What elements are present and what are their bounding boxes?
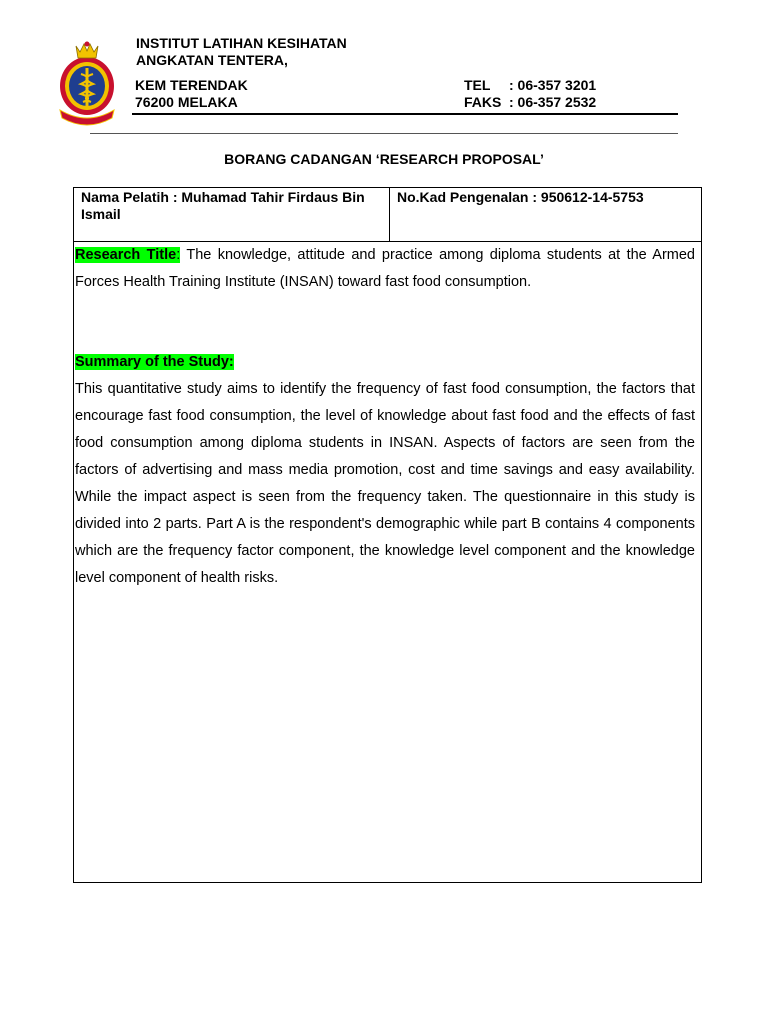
fax-label: FAKS <box>464 94 502 110</box>
trainee-name-cell <box>74 188 390 241</box>
trainee-info-row <box>74 188 701 242</box>
institute-crest-logo <box>52 36 122 126</box>
proposal-form <box>73 187 702 883</box>
research-title-label: Research Title <box>75 247 177 263</box>
proposal-body <box>74 242 701 592</box>
research-title-text: The knowledge, attitude and practice among diploma students at the Armed Forces Health Training Institute (INSAN) toward fast food consumption. <box>75 247 695 290</box>
summary-heading-line <box>75 349 695 376</box>
summary-heading: Summary of the Study: <box>75 354 234 370</box>
research-title-colon: : <box>176 247 181 263</box>
contact-info <box>464 77 596 111</box>
institute-address <box>135 77 248 111</box>
fax-row <box>464 94 596 111</box>
form-title: BORANG CADANGAN ‘RESEARCH PROPOSAL’ <box>224 151 544 167</box>
ic-number: No.Kad Pengenalan : 950612-14-5753 <box>397 189 644 205</box>
trainee-name-line2: Ismail <box>81 206 121 222</box>
summary-text: This quantitative study aims to identify the frequency of fast food consumption, the factors that encourage fast food consumption, the level of knowledge about fast food and the effects of fast food consumption among diploma students in INSAN. Aspects of factors are seen from the factors of advertising and mass media promotion, cost and time savings and easy availability. While the impact aspect is seen from the frequency taken. The questionnaire in this study is divided into 2 parts. Part A is the respondent's demographic while part B contains 4 components which are the frequency factor component, the knowledge level component and the knowledge level component of health risks. <box>75 381 695 586</box>
telephone-row <box>464 77 596 94</box>
telephone-label: TEL <box>464 77 491 93</box>
telephone-number: : 06-357 3201 <box>509 77 597 93</box>
institute-name-line1: INSTITUT LATIHAN KESIHATAN <box>136 35 347 51</box>
research-title-paragraph <box>75 242 695 296</box>
trainee-name-line1: Nama Pelatih : Muhamad Tahir Firdaus Bin <box>81 189 365 205</box>
header-divider-thin <box>90 133 678 134</box>
fax-number: : 06-357 2532 <box>509 94 597 110</box>
institute-name-line2: ANGKATAN TENTERA, <box>136 52 288 68</box>
ic-number-cell <box>390 188 701 241</box>
institute-name <box>136 35 347 69</box>
header-divider <box>132 113 678 115</box>
address-line1: KEM TERENDAK <box>135 77 248 93</box>
address-line2: 76200 MELAKA <box>135 94 238 110</box>
